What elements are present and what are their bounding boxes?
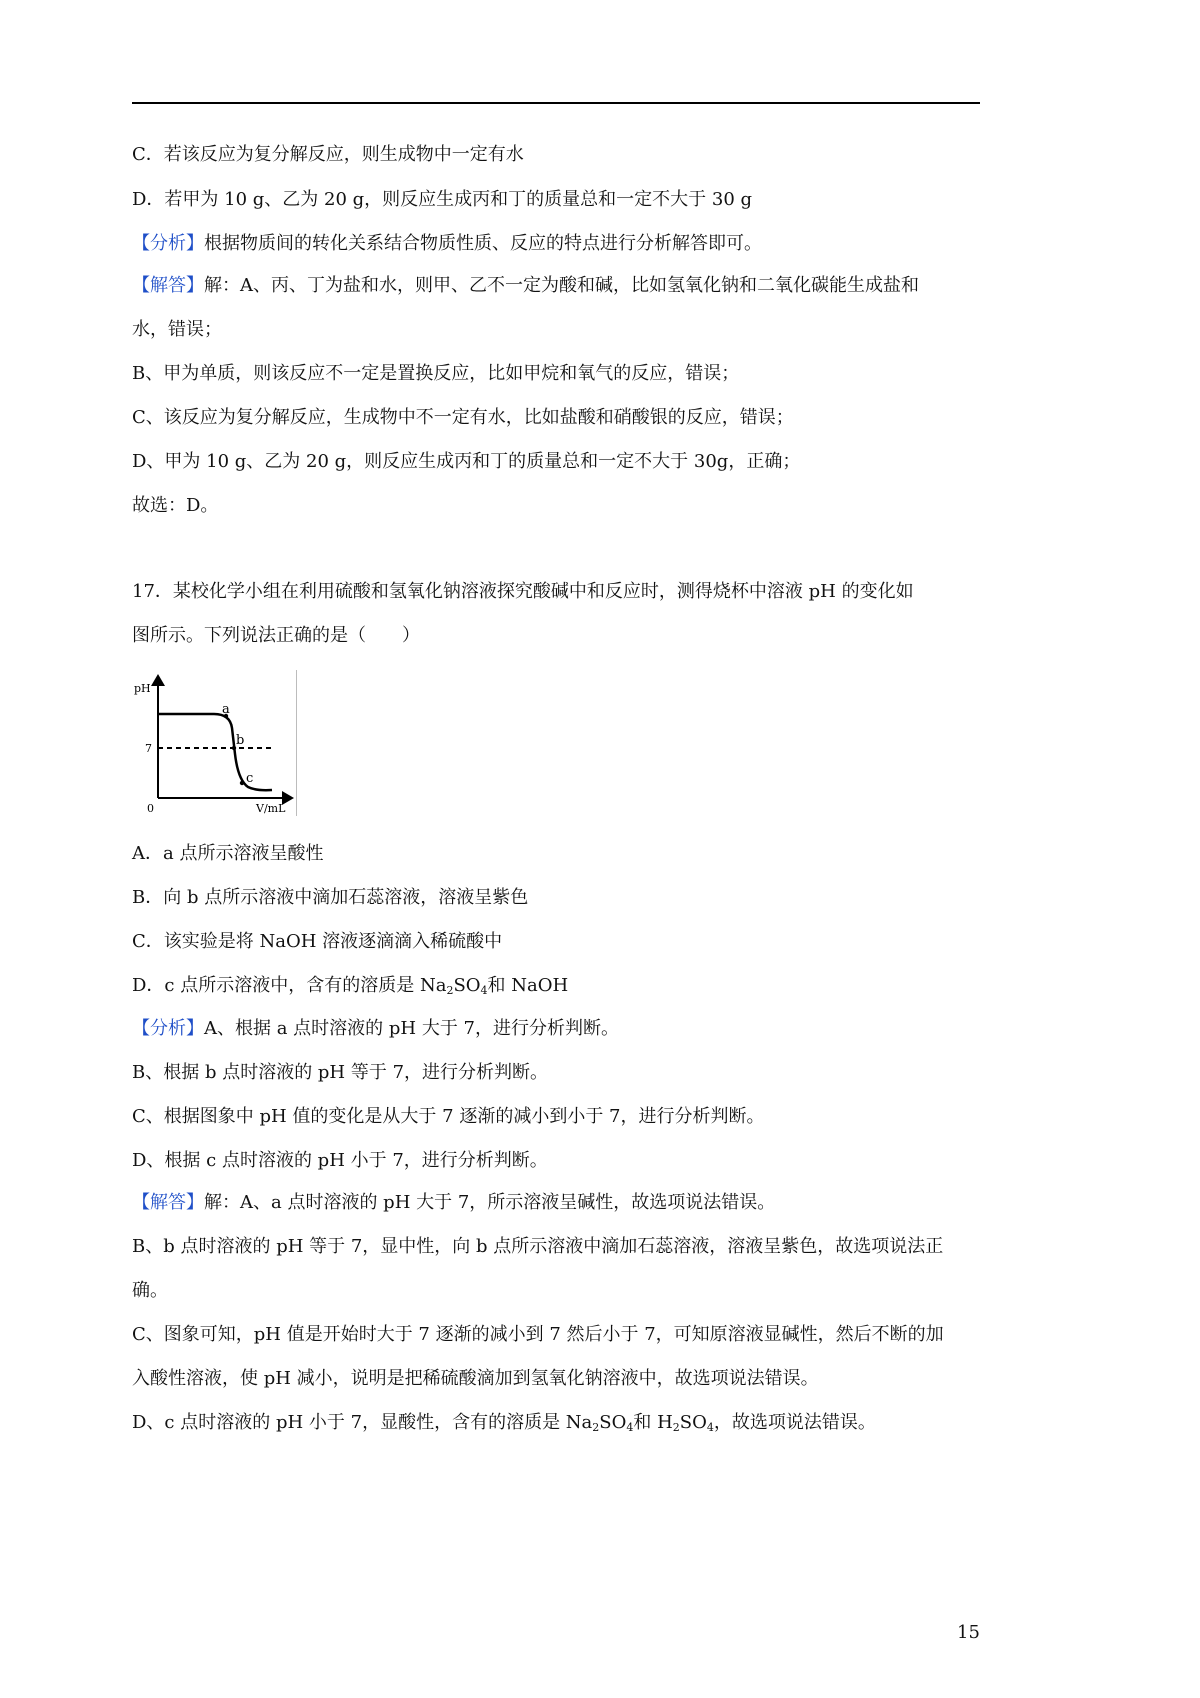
answer-tag: 【解答】	[132, 275, 204, 296]
answer-paragraph	[132, 1191, 775, 1215]
origin-label: 0	[147, 802, 154, 815]
analysis-paragraph	[132, 232, 762, 256]
answer-line: C、图象可知，pH 值是开始时大于 7 逐渐的减小到 7 然后小于 7，可知原溶液显碱性，然后不断的加	[132, 1324, 944, 1345]
point-b-label: b	[236, 733, 245, 748]
point-a-label: a	[222, 702, 230, 717]
answer-line: B、b 点时溶液的 pH 等于 7，显中性，向 b 点所示溶液中滴加石蕊溶液，溶液呈紫色，故选项说法正	[132, 1236, 944, 1257]
header-rule	[132, 102, 980, 104]
analysis-line: D、根据 c 点时溶液的 pH 小于 7，进行分析判断。	[132, 1150, 548, 1171]
answer-line-last: D、c 点时溶液的 pH 小于 7，显酸性，含有的溶质是 $Na_2SO_4$和 $H_2SO_4$，故选项说法错误。	[132, 1412, 876, 1434]
choice-a: A．a 点所示溶液呈酸性	[132, 843, 324, 864]
analysis-line: B、根据 b 点时溶液的 pH 等于 7，进行分析判断。	[132, 1062, 549, 1083]
answer-paragraph	[132, 274, 919, 298]
answer-line: D、甲为 10 g、乙为 20 g，则反应生成丙和丁的质量总和一定不大于 30g，正确；	[132, 451, 801, 472]
answer-line: 水，错误；	[132, 319, 222, 340]
analysis-line: C、根据图象中 pH 值的变化是从大于 7 逐渐的减小到小于 7，进行分析判断。	[132, 1106, 765, 1127]
answer-tag: 【解答】	[132, 1192, 204, 1213]
point-c	[240, 781, 244, 785]
x-axis-label: V/mL	[256, 802, 286, 815]
answer-line: 故选：D。	[132, 495, 219, 516]
ph-curve	[158, 714, 272, 790]
question-stem: 图所示。下列说法正确的是（ ）	[132, 625, 420, 646]
answer-text: 解：A、丙、丁为盐和水，则甲、乙不一定为酸和碱，比如氢氧化钠和二氧化碳能生成盐和	[204, 275, 919, 296]
ph-curve-svg	[132, 670, 296, 816]
answer-line: 确。	[132, 1280, 168, 1301]
point-c-label: c	[246, 771, 254, 786]
choice-d: D．c 点所示溶液中，含有的溶质是 $Na_2SO_4$和 NaOH	[132, 975, 569, 997]
ref-tick-label: 7	[145, 742, 152, 755]
choice-b: B．向 b 点所示溶液中滴加石蕊溶液，溶液呈紫色	[132, 887, 529, 908]
y-axis-label: pH	[134, 682, 151, 695]
analysis-tag: 【分析】	[132, 233, 204, 254]
answer-line: 入酸性溶液，使 pH 减小，说明是把稀硫酸滴加到氢氧化钠溶液中，故选项说法错误。	[132, 1368, 819, 1389]
analysis-text: A、根据 a 点时溶液的 pH 大于 7，进行分析判断。	[204, 1018, 620, 1039]
answer-text: 解：A、a 点时溶液的 pH 大于 7，所示溶液呈碱性，故选项说法错误。	[204, 1192, 776, 1213]
analysis-text: 根据物质间的转化关系结合物质性质、反应的特点进行分析解答即可。	[204, 233, 762, 254]
page-number: 15	[957, 1622, 980, 1643]
question-stem: 17．某校化学小组在利用硫酸和氢氧化钠溶液探究酸碱中和反应时，测得烧杯中溶液 pH 的变化如	[132, 581, 914, 602]
ph-curve-figure	[132, 670, 297, 816]
option-line-c: C．若该反应为复分解反应，则生成物中一定有水	[132, 144, 524, 165]
choice-c: C．该实验是将 NaOH 溶液逐滴滴入稀硫酸中	[132, 931, 503, 952]
answer-line: B、甲为单质，则该反应不一定是置换反应，比如甲烷和氧气的反应，错误；	[132, 363, 740, 384]
analysis-paragraph	[132, 1017, 619, 1041]
analysis-tag: 【分析】	[132, 1018, 204, 1039]
option-line-d: D．若甲为 10 g、乙为 20 g，则反应生成丙和丁的质量总和一定不大于 30 g	[132, 189, 753, 210]
answer-line: C、该反应为复分解反应，生成物中不一定有水，比如盐酸和硝酸银的反应，错误；	[132, 407, 794, 428]
